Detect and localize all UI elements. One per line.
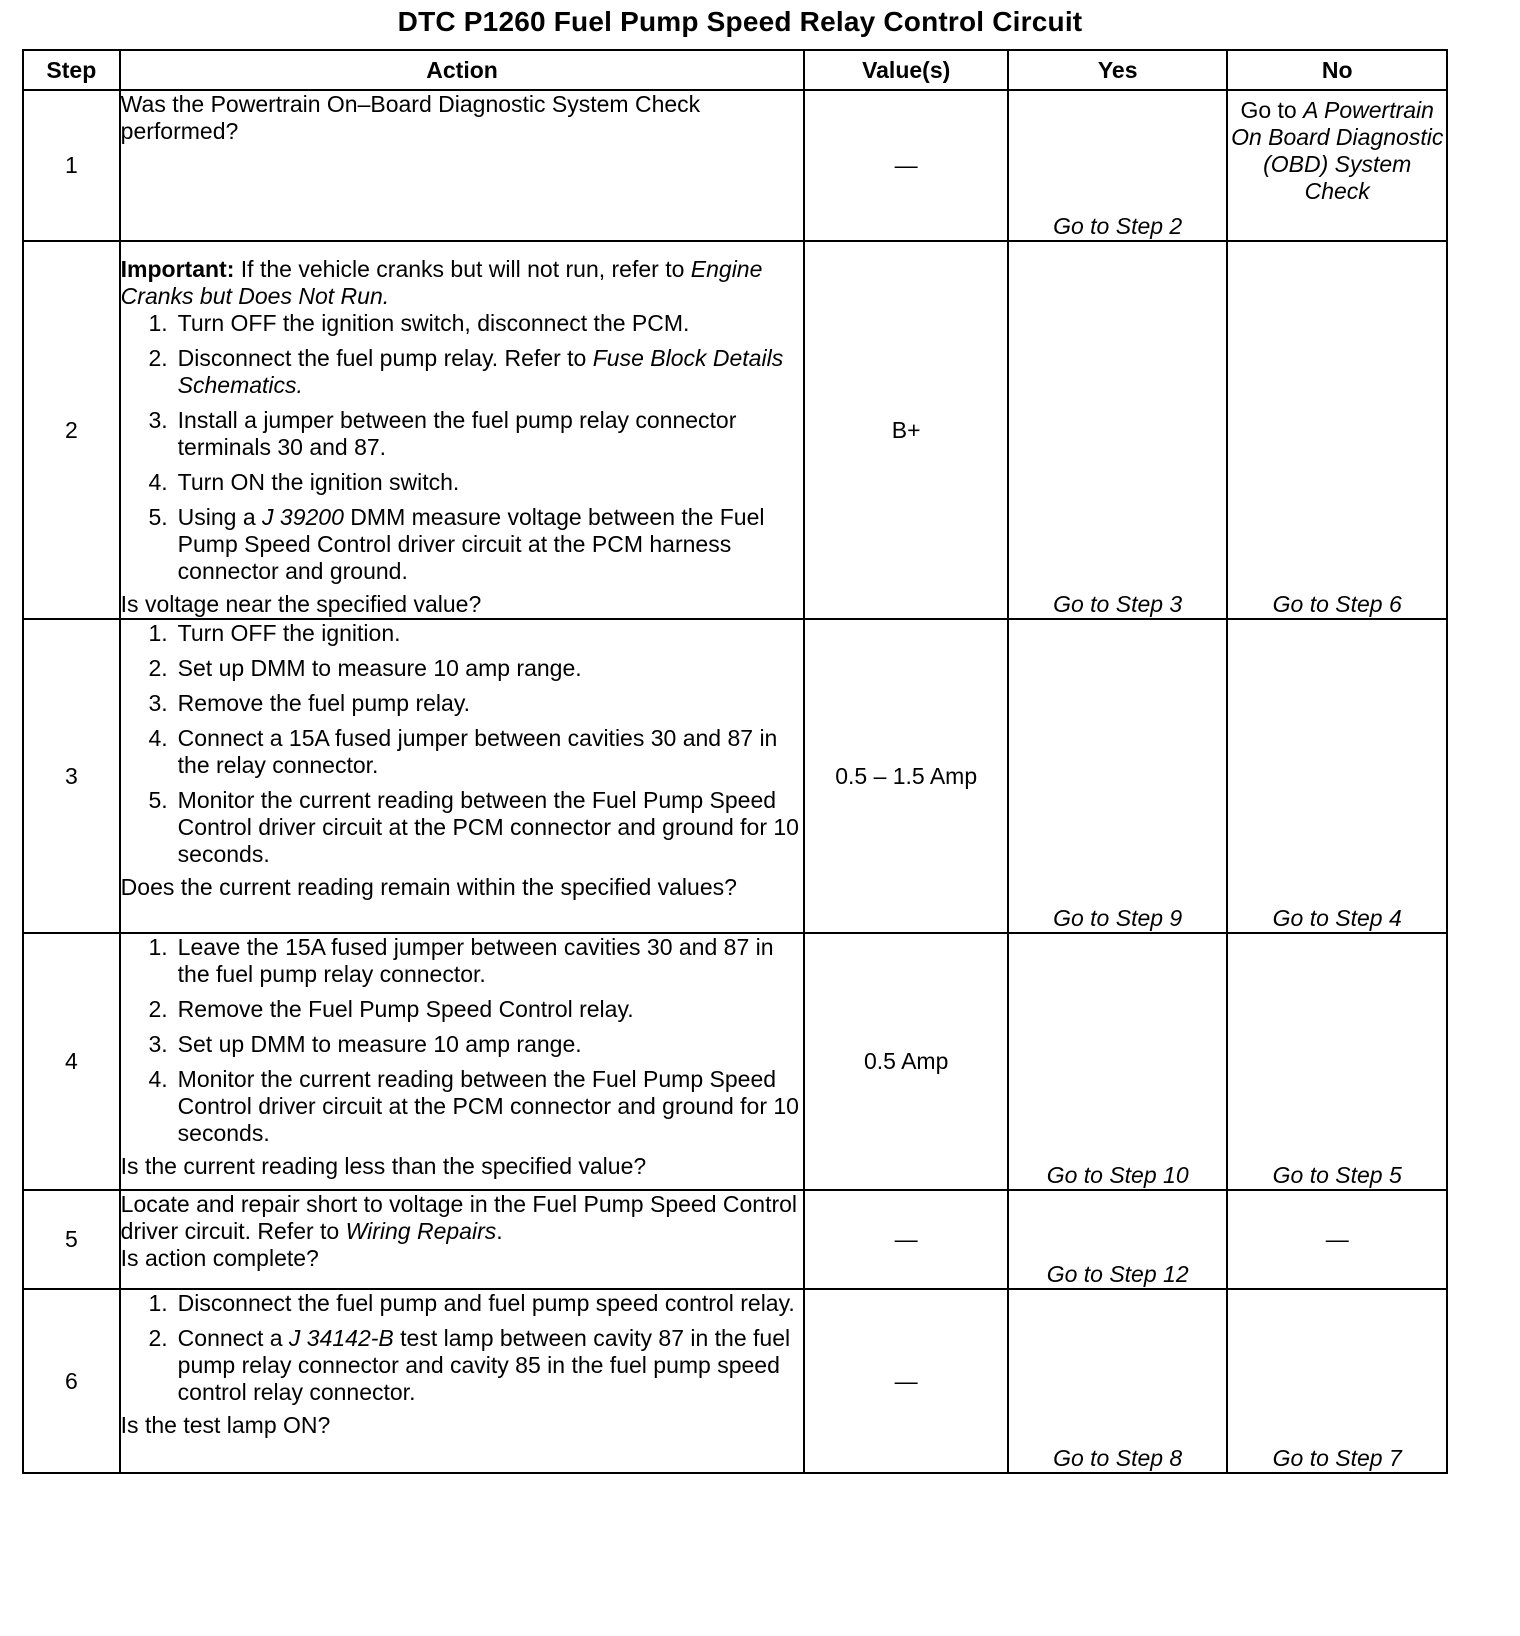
list-item: 2. Disconnect the fuel pump relay. Refer to Fuse Block Details Schematics. bbox=[148, 345, 784, 398]
list-item: 2. Remove the Fuel Pump Speed Control relay. bbox=[148, 996, 634, 1022]
step-number: 5 bbox=[23, 1190, 120, 1289]
question-text: Is action complete? bbox=[120, 1245, 319, 1271]
list-item: 3. Remove the fuel pump relay. bbox=[148, 690, 471, 716]
table-row bbox=[23, 933, 1447, 1190]
list-item: 3. Set up DMM to measure 10 amp range. bbox=[148, 1031, 582, 1057]
yes-cell: Go to Step 2 bbox=[1008, 90, 1228, 241]
no-prefix: Go to bbox=[1240, 97, 1304, 123]
step-number: 2 bbox=[23, 241, 120, 619]
action-cell bbox=[120, 241, 805, 619]
question-text: Does the current reading remain within the specified values? bbox=[120, 874, 737, 900]
important-ref: Engine Cranks but Does Not Run. bbox=[120, 256, 763, 309]
list-item: 1. Leave the 15A fused jumper between cavities 30 and 87 in the fuel pump relay connector. bbox=[148, 934, 774, 987]
list-item: 1. Disconnect the fuel pump and fuel pump speed control relay. bbox=[148, 1290, 795, 1316]
yes-cell: Go to Step 12 bbox=[1008, 1190, 1228, 1289]
value-cell: — bbox=[804, 1190, 1007, 1289]
procedure-list bbox=[121, 620, 804, 868]
table-row bbox=[23, 90, 1447, 241]
procedure-list bbox=[121, 310, 804, 585]
diagnostic-table bbox=[22, 49, 1448, 1474]
value-cell: — bbox=[804, 90, 1007, 241]
list-item: 1. Turn OFF the ignition switch, disconnect the PCM. bbox=[148, 310, 690, 336]
action-cell bbox=[120, 1190, 805, 1289]
value-cell: — bbox=[804, 1289, 1007, 1473]
table-row bbox=[23, 1190, 1447, 1289]
value-cell: 0.5 – 1.5 Amp bbox=[804, 619, 1007, 933]
yes-cell: Go to Step 9 bbox=[1008, 619, 1228, 933]
header-no: No bbox=[1227, 50, 1447, 90]
yes-cell: Go to Step 8 bbox=[1008, 1289, 1228, 1473]
no-link: A Powertrain On Board Diagnostic (OBD) System Check bbox=[1231, 97, 1444, 204]
header-yes: Yes bbox=[1008, 50, 1228, 90]
list-item: 3. Install a jumper between the fuel pump relay connector terminals 30 and 87. bbox=[148, 407, 737, 460]
important-note bbox=[121, 256, 804, 310]
header-values: Value(s) bbox=[804, 50, 1007, 90]
value-cell: 0.5 Amp bbox=[804, 933, 1007, 1190]
question-text: Is the test lamp ON? bbox=[120, 1412, 331, 1438]
no-cell bbox=[1227, 90, 1447, 241]
action-cell bbox=[120, 1289, 805, 1473]
question-text: Was the Powertrain On–Board Diagnostic System Check performed? bbox=[120, 91, 701, 144]
procedure-list bbox=[121, 1290, 804, 1406]
list-item: 4. Turn ON the ignition switch. bbox=[148, 469, 460, 495]
value-cell: B+ bbox=[804, 241, 1007, 619]
page-title: DTC P1260 Fuel Pump Speed Relay Control Circuit bbox=[397, 6, 1083, 37]
no-cell: — bbox=[1227, 1190, 1447, 1289]
action-cell bbox=[120, 933, 805, 1190]
list-item: 2. Set up DMM to measure 10 amp range. bbox=[148, 655, 582, 681]
list-item: 4. Monitor the current reading between the Fuel Pump Speed Control driver circuit at the PCM connector and ground for 10 seconds. bbox=[148, 1066, 799, 1146]
yes-cell: Go to Step 3 bbox=[1008, 241, 1228, 619]
question-text: Is the current reading less than the specified value? bbox=[120, 1153, 647, 1179]
table-row bbox=[23, 619, 1447, 933]
list-item: 4. Connect a 15A fused jumper between cavities 30 and 87 in the relay connector. bbox=[148, 725, 778, 778]
header-action: Action bbox=[120, 50, 805, 90]
no-cell: Go to Step 6 bbox=[1227, 241, 1447, 619]
header-row bbox=[23, 50, 1447, 90]
step-number: 1 bbox=[23, 90, 120, 241]
procedure-list bbox=[121, 934, 804, 1147]
action-cell bbox=[120, 90, 805, 241]
no-cell: Go to Step 5 bbox=[1227, 933, 1447, 1190]
action-cell bbox=[120, 619, 805, 933]
header-step: Step bbox=[23, 50, 120, 90]
question-text: Is voltage near the specified value? bbox=[120, 591, 482, 617]
list-item: 2. Connect a J 34142-B test lamp between cavity 87 in the fuel pump relay connector and cavity 85 in the fuel pump speed control relay connector. bbox=[148, 1325, 791, 1405]
list-item: 5. Monitor the current reading between the Fuel Pump Speed Control driver circuit at the PCM connector and ground for 10 seconds. bbox=[148, 787, 799, 867]
important-label: Important: bbox=[120, 256, 235, 282]
step-number: 4 bbox=[23, 933, 120, 1190]
step-number: 6 bbox=[23, 1289, 120, 1473]
action-text: Locate and repair short to voltage in the Fuel Pump Speed Control driver circuit. Refer to Wiring Repairs. bbox=[120, 1191, 798, 1244]
no-cell: Go to Step 7 bbox=[1227, 1289, 1447, 1473]
no-cell: Go to Step 4 bbox=[1227, 619, 1447, 933]
yes-cell: Go to Step 10 bbox=[1008, 933, 1228, 1190]
list-item: 1. Turn OFF the ignition. bbox=[148, 620, 401, 646]
table-row bbox=[23, 241, 1447, 619]
table-row bbox=[23, 1289, 1447, 1473]
list-item: 5. Using a J 39200 DMM measure voltage between the Fuel Pump Speed Control driver circuit at the PCM harness connector and ground. bbox=[148, 504, 765, 584]
step-number: 3 bbox=[23, 619, 120, 933]
important-text: If the vehicle cranks but will not run, refer to bbox=[234, 256, 691, 282]
